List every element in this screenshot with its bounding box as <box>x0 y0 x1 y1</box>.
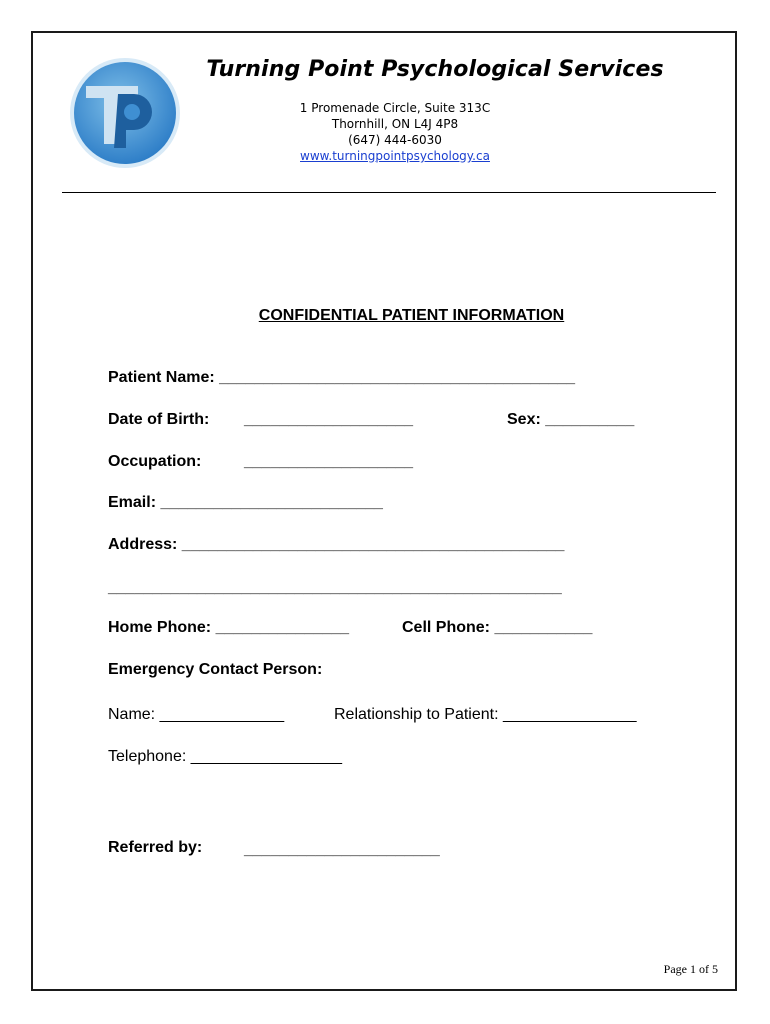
emergency-telephone-field[interactable]: Telephone: _________________ <box>108 748 343 765</box>
page-number: Page 1 of 5 <box>663 962 718 976</box>
patient-name-field[interactable]: Patient Name: ________________________________________ <box>108 369 576 386</box>
emergency-relationship-field[interactable]: Relationship to Patient: _______________ <box>334 706 637 723</box>
address-line-2: Thornhill, ON L4J 4P8 <box>331 117 459 131</box>
emergency-name-field[interactable]: Name: ______________ <box>108 706 285 723</box>
phone-number: (647) 444-6030 <box>348 133 442 147</box>
address-field[interactable]: Address: ___________________________________________ <box>108 536 565 553</box>
organization-name: Turning Point Psychological Services <box>206 57 664 82</box>
website-link[interactable]: www.turningpointpsychology.ca <box>300 149 490 163</box>
header-divider <box>62 192 716 193</box>
tp-logo-icon <box>68 56 182 170</box>
occupation-label: Occupation: <box>108 453 202 470</box>
email-field[interactable]: Email: _________________________ <box>108 494 383 511</box>
cell-phone-field[interactable]: Cell Phone: ___________ <box>402 619 593 636</box>
emergency-contact-heading: Emergency Contact Person: <box>108 661 323 678</box>
address-field-line-2[interactable]: ___________________________________________________ <box>108 579 562 596</box>
address-line-1: 1 Promenade Circle, Suite 313C <box>299 101 491 115</box>
sex-field[interactable]: Sex: __________ <box>507 411 635 428</box>
date-of-birth-label: Date of Birth: <box>108 411 210 428</box>
occupation-field[interactable]: ___________________ <box>244 453 414 470</box>
referred-by-field[interactable]: ______________________ <box>244 841 440 858</box>
date-of-birth-field[interactable]: ___________________ <box>244 411 414 428</box>
home-phone-field[interactable]: Home Phone: _______________ <box>108 619 350 636</box>
form-title: CONFIDENTIAL PATIENT INFORMATION <box>258 307 565 324</box>
referred-by-label: Referred by: <box>108 839 203 856</box>
